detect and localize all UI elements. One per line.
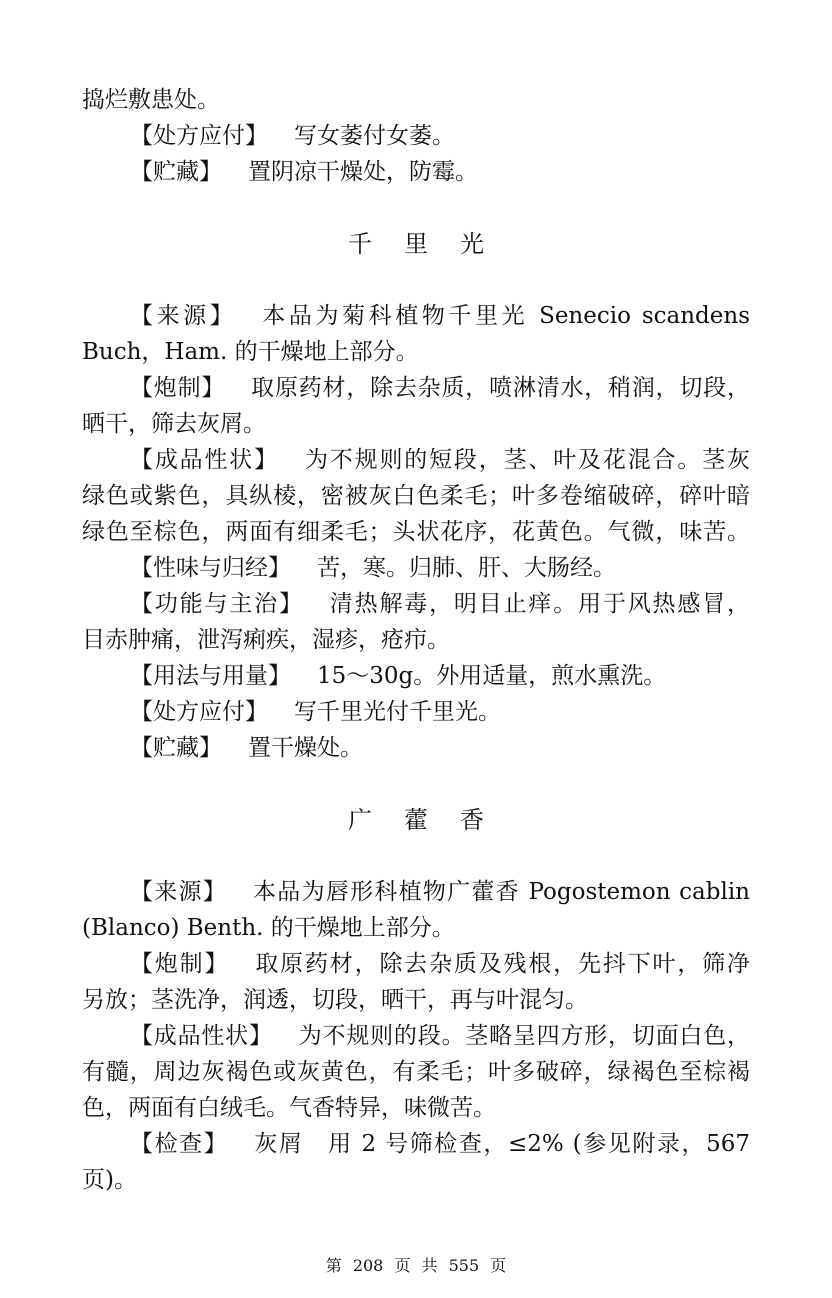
processing-line: [130, 946, 750, 982]
source-label: 【来源】: [130, 879, 228, 905]
inspection-label: 【检查】: [130, 1131, 229, 1157]
processing-label: 【炮制】: [130, 951, 230, 977]
prescription-label: 【处方应付】: [130, 123, 268, 149]
prescription-text: 写女萎付女萎。: [294, 123, 455, 149]
usage-text: 15～30g。外用适量，煎水熏洗。: [317, 663, 667, 689]
description-continuation: 有髓，周边灰褐色或灰黄色，有柔毛；叶多破碎，绿褐色至棕褐: [82, 1059, 750, 1085]
usage-label: 【用法与用量】: [130, 663, 291, 689]
prescription-label: 【处方应付】: [130, 699, 268, 725]
description-label: 【成品性状】: [130, 1023, 273, 1049]
processing-text: 取原药材，除去杂质及残根，先抖下叶，筛净: [255, 951, 751, 977]
description-text: 为不规则的段。茎略呈四方形，切面白色，: [298, 1023, 751, 1049]
processing-continuation: 另放；茎洗净，润透，切段，晒干，再与叶混匀。: [82, 987, 588, 1013]
inspection-continuation: 页)。: [82, 1167, 137, 1193]
storage-line: [130, 730, 750, 766]
storage-label: 【贮藏】: [130, 735, 222, 761]
processing-continuation: 晒干，筛去灰屑。: [82, 411, 266, 437]
nature-text: 苦，寒。归肺、肝、大肠经。: [317, 555, 616, 581]
source-text: 本品为菊科植物千里光 Senecio scandens: [262, 303, 750, 329]
entry-title: 广藿香: [348, 806, 516, 834]
function-text: 清热解毒，明目止痒。用于风热感冒，: [329, 591, 751, 617]
processing-label: 【炮制】: [130, 375, 226, 401]
processing-line: [130, 370, 750, 406]
inspection-text: 灰屑 用 2 号筛检查，≤2% (参见附录，567: [254, 1131, 750, 1157]
function-label: 【功能与主治】: [130, 591, 304, 617]
processing-text: 取原药材，除去杂质，喷淋清水，稍润，切段，: [251, 375, 751, 401]
nature-label: 【性味与归经】: [130, 555, 291, 581]
prescription-line: [130, 118, 750, 154]
description-continuation: 绿色至棕色，两面有细柔毛；头状花序，花黄色。气微，味苦。: [82, 519, 750, 545]
source-text: 本品为唇形科植物广藿香 Pogostemon cablin: [253, 879, 750, 905]
storage-text: 置干燥处。: [248, 735, 363, 761]
inspection-line: [130, 1126, 750, 1162]
nature-line: [130, 550, 750, 586]
usage-line: [130, 658, 750, 694]
description-line: [130, 1018, 750, 1054]
description-text: 为不规则的短段，茎、叶及花混合。茎灰: [304, 447, 751, 473]
prescription-text: 写千里光付千里光。: [294, 699, 501, 725]
source-continuation: (Blanco) Benth. 的干燥地上部分。: [82, 915, 455, 941]
prescription-line: [130, 694, 750, 730]
page-number-footer: 第 208 页 共 555 页: [325, 1256, 507, 1275]
function-line: [130, 586, 750, 622]
storage-line: [130, 154, 750, 190]
source-continuation: Buch，Ham. 的干燥地上部分。: [82, 339, 419, 365]
description-continuation: 色，两面有白绒毛。气香特异，味微苦。: [82, 1095, 496, 1121]
description-line: [130, 442, 750, 478]
source-label: 【来源】: [130, 303, 237, 329]
description-label: 【成品性状】: [130, 447, 279, 473]
entry-title: 千里光: [348, 230, 516, 258]
function-continuation: 目赤肿痛，泄泻痢疾，湿疹，疮疖。: [82, 627, 450, 653]
continuation-line: 捣烂敷患处。: [82, 87, 220, 113]
description-continuation: 绿色或紫色，具纵棱，密被灰白色柔毛；叶多卷缩破碎，碎叶暗: [82, 483, 750, 509]
storage-label: 【贮藏】: [130, 159, 222, 185]
source-line: [130, 874, 750, 910]
source-line: [130, 298, 750, 334]
storage-text: 置阴凉干燥处，防霉。: [248, 159, 478, 185]
